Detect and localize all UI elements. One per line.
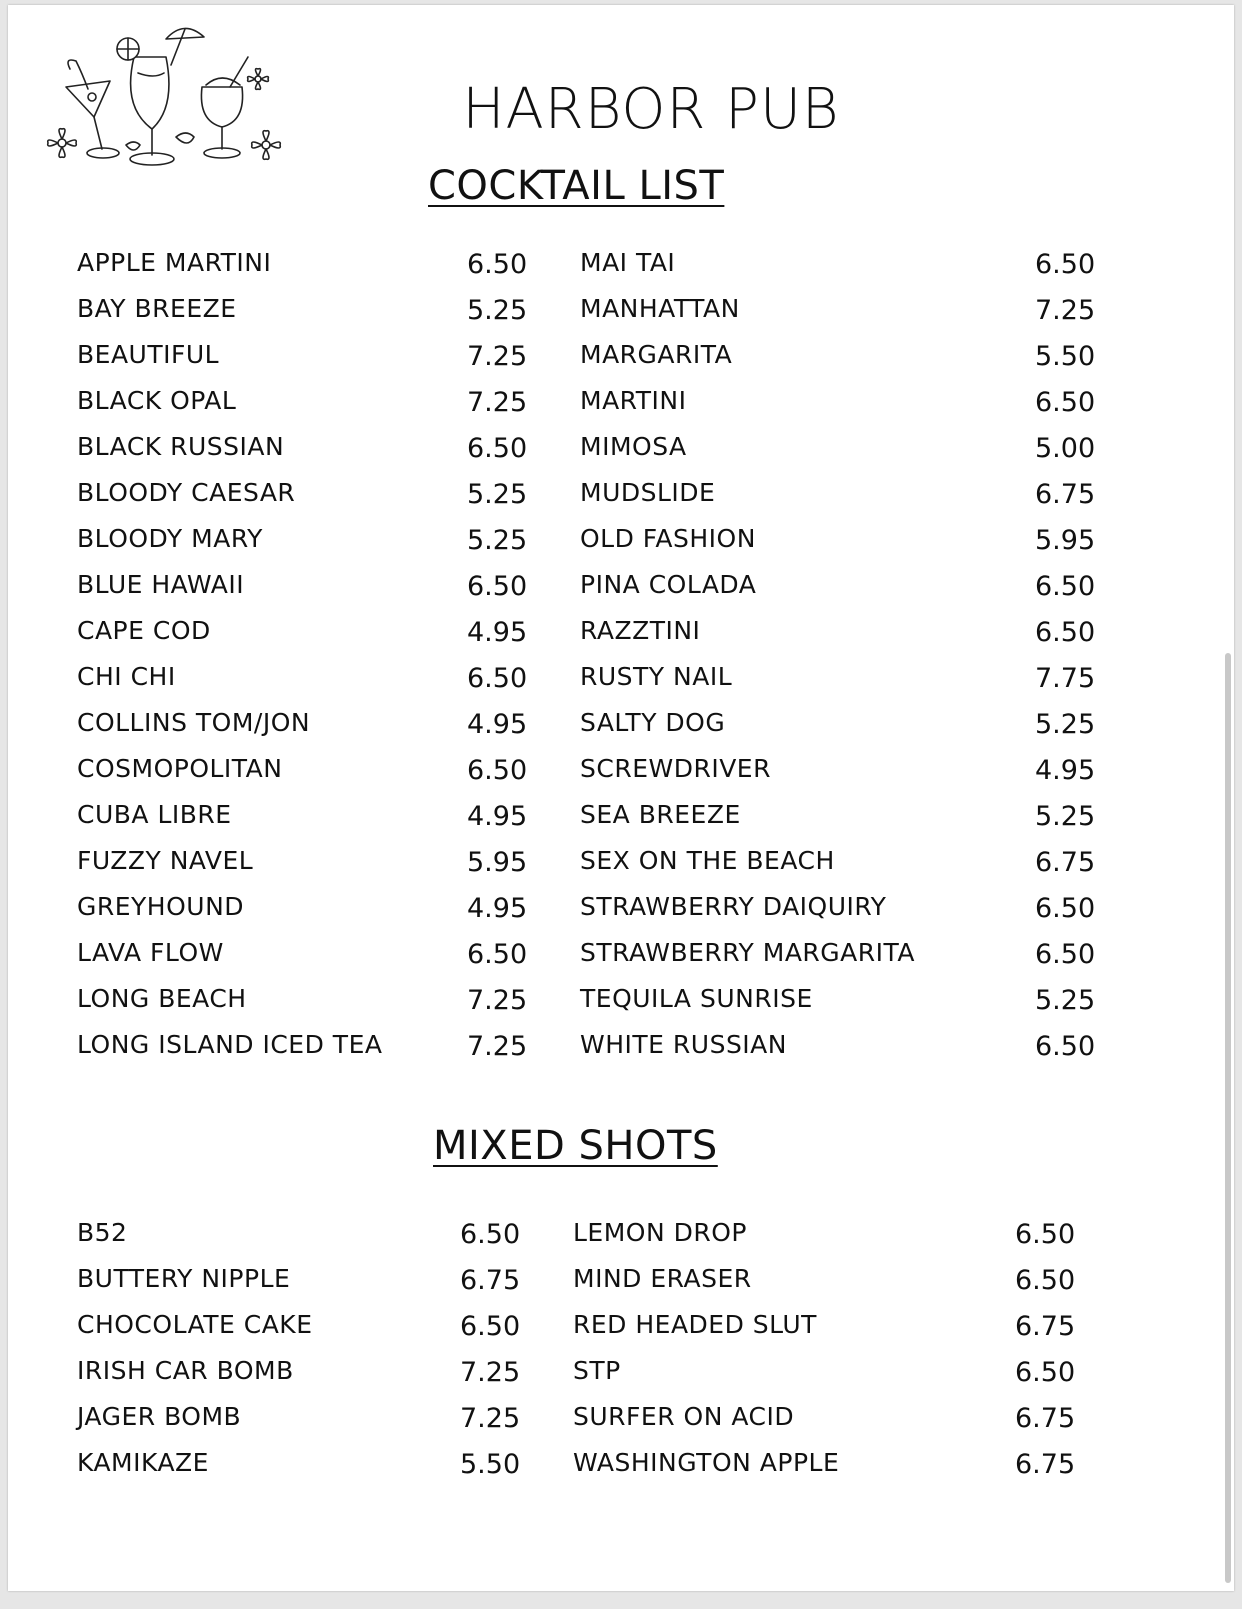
drink-price: 6.75 bbox=[1015, 1403, 1076, 1434]
drink-price: 7.25 bbox=[467, 341, 528, 372]
drink-price: 4.95 bbox=[467, 893, 528, 924]
drink-name: MIMOSA bbox=[580, 432, 687, 461]
drink-name: COSMOPOLITAN bbox=[77, 754, 283, 783]
menu-item bbox=[77, 884, 557, 930]
menu-item bbox=[77, 746, 557, 792]
drink-name: SCREWDRIVER bbox=[580, 754, 771, 783]
menu-item bbox=[77, 930, 557, 976]
menu-item bbox=[580, 378, 1140, 424]
drink-price: 6.50 bbox=[1035, 249, 1096, 280]
drink-name: LEMON DROP bbox=[573, 1218, 747, 1247]
menu-item bbox=[77, 286, 557, 332]
drink-name: IRISH CAR BOMB bbox=[77, 1356, 294, 1385]
shots-list-right bbox=[573, 1210, 1133, 1486]
drink-name: WASHINGTON APPLE bbox=[573, 1448, 840, 1477]
drink-name: LAVA FLOW bbox=[77, 938, 224, 967]
drink-name: BUTTERY NIPPLE bbox=[77, 1264, 291, 1293]
menu-item bbox=[77, 1210, 557, 1256]
menu-item bbox=[77, 240, 557, 286]
menu-item bbox=[580, 792, 1140, 838]
drink-name: FUZZY NAVEL bbox=[77, 846, 254, 875]
drink-name: LONG ISLAND ICED TEA bbox=[77, 1030, 383, 1059]
drink-name: BLOODY MARY bbox=[77, 524, 263, 553]
drink-price: 7.25 bbox=[467, 1031, 528, 1062]
menu-item bbox=[580, 654, 1140, 700]
drink-price: 4.95 bbox=[467, 801, 528, 832]
drink-name: OLD FASHION bbox=[580, 524, 756, 553]
menu-item bbox=[573, 1302, 1133, 1348]
shots-list-left bbox=[77, 1210, 557, 1486]
drink-price: 6.50 bbox=[1015, 1265, 1076, 1296]
drink-name: STRAWBERRY DAIQUIRY bbox=[580, 892, 887, 921]
drink-price: 6.75 bbox=[1035, 479, 1096, 510]
drink-name: BAY BREEZE bbox=[77, 294, 237, 323]
menu-page bbox=[8, 5, 1234, 1591]
menu-item bbox=[77, 654, 557, 700]
drink-price: 7.25 bbox=[460, 1357, 521, 1388]
menu-item bbox=[580, 608, 1140, 654]
drink-name: BLACK RUSSIAN bbox=[77, 432, 285, 461]
menu-item bbox=[580, 516, 1140, 562]
drink-price: 7.25 bbox=[1035, 295, 1096, 326]
drink-name: MIND ERASER bbox=[573, 1264, 752, 1293]
menu-item bbox=[580, 1022, 1140, 1068]
drink-price: 4.95 bbox=[467, 709, 528, 740]
menu-item bbox=[77, 608, 557, 654]
drink-price: 6.50 bbox=[467, 939, 528, 970]
drink-price: 6.50 bbox=[467, 249, 528, 280]
cocktail-list-right bbox=[580, 240, 1140, 1068]
drink-price: 5.25 bbox=[467, 295, 528, 326]
drink-name: COLLINS TOM/JON bbox=[77, 708, 311, 737]
menu-item bbox=[573, 1210, 1133, 1256]
menu-item bbox=[77, 332, 557, 378]
menu-item bbox=[580, 884, 1140, 930]
drink-name: SALTY DOG bbox=[580, 708, 726, 737]
vertical-scrollbar[interactable] bbox=[1225, 653, 1231, 1583]
drink-price: 6.50 bbox=[467, 663, 528, 694]
cocktail-list-heading: COCKTAIL LIST bbox=[428, 163, 725, 209]
menu-item bbox=[573, 1440, 1133, 1486]
menu-item bbox=[580, 332, 1140, 378]
drink-price: 6.75 bbox=[1035, 847, 1096, 878]
drink-name: JAGER BOMB bbox=[77, 1402, 242, 1431]
menu-item bbox=[77, 424, 557, 470]
drink-name: MARGARITA bbox=[580, 340, 733, 369]
menu-item bbox=[580, 240, 1140, 286]
drink-name: PINA COLADA bbox=[580, 570, 757, 599]
menu-item bbox=[573, 1348, 1133, 1394]
drink-price: 5.95 bbox=[467, 847, 528, 878]
drink-price: 6.50 bbox=[467, 433, 528, 464]
cocktail-list-left bbox=[77, 240, 557, 1068]
drink-price: 6.50 bbox=[460, 1219, 521, 1250]
drink-price: 5.25 bbox=[1035, 801, 1096, 832]
drink-name: SURFER ON ACID bbox=[573, 1402, 795, 1431]
drink-price: 6.50 bbox=[1015, 1219, 1076, 1250]
drink-price: 5.25 bbox=[1035, 985, 1096, 1016]
menu-item bbox=[77, 1394, 557, 1440]
drink-price: 6.50 bbox=[1035, 939, 1096, 970]
drink-price: 7.25 bbox=[467, 387, 528, 418]
drink-name: APPLE MARTINI bbox=[77, 248, 272, 277]
menu-item bbox=[77, 838, 557, 884]
drink-name: RED HEADED SLUT bbox=[573, 1310, 817, 1339]
menu-item bbox=[573, 1256, 1133, 1302]
drink-name: MUDSLIDE bbox=[580, 478, 716, 507]
menu-item bbox=[77, 516, 557, 562]
pub-title: HARBOR PUB bbox=[462, 77, 840, 142]
drink-price: 5.25 bbox=[1035, 709, 1096, 740]
drink-price: 5.00 bbox=[1035, 433, 1096, 464]
menu-item bbox=[77, 700, 557, 746]
menu-item bbox=[580, 470, 1140, 516]
drink-price: 5.25 bbox=[467, 479, 528, 510]
menu-item bbox=[580, 976, 1140, 1022]
drink-name: RUSTY NAIL bbox=[580, 662, 733, 691]
menu-item bbox=[580, 838, 1140, 884]
menu-item bbox=[580, 700, 1140, 746]
drink-price: 5.50 bbox=[460, 1449, 521, 1480]
menu-item bbox=[77, 378, 557, 424]
drink-price: 6.75 bbox=[460, 1265, 521, 1296]
menu-item bbox=[580, 930, 1140, 976]
drink-name: STRAWBERRY MARGARITA bbox=[580, 938, 915, 967]
drink-name: WHITE RUSSIAN bbox=[580, 1030, 787, 1059]
drink-price: 6.50 bbox=[1035, 1031, 1096, 1062]
menu-item bbox=[580, 746, 1140, 792]
drink-name: BLACK OPAL bbox=[77, 386, 237, 415]
menu-item bbox=[77, 1256, 557, 1302]
drink-price: 4.95 bbox=[467, 617, 528, 648]
drink-name: BLOODY CAESAR bbox=[77, 478, 296, 507]
drink-name: MANHATTAN bbox=[580, 294, 740, 323]
drink-price: 6.50 bbox=[1015, 1357, 1076, 1388]
drink-price: 6.75 bbox=[1015, 1311, 1076, 1342]
menu-item bbox=[580, 424, 1140, 470]
drink-name: SEX ON THE BEACH bbox=[580, 846, 835, 875]
drink-name: GREYHOUND bbox=[77, 892, 245, 921]
menu-item bbox=[77, 1348, 557, 1394]
drink-price: 7.25 bbox=[467, 985, 528, 1016]
drink-name: RAZZTINI bbox=[580, 616, 701, 645]
drink-price: 4.95 bbox=[1035, 755, 1096, 786]
menu-item bbox=[77, 470, 557, 516]
drink-name: TEQUILA SUNRISE bbox=[580, 984, 813, 1013]
drink-name: BLUE HAWAII bbox=[77, 570, 245, 599]
drink-name: CHOCOLATE CAKE bbox=[77, 1310, 313, 1339]
drink-price: 6.50 bbox=[1035, 387, 1096, 418]
drink-price: 5.95 bbox=[1035, 525, 1096, 556]
drink-name: B52 bbox=[77, 1218, 128, 1247]
drink-name: CUBA LIBRE bbox=[77, 800, 232, 829]
menu-item bbox=[580, 562, 1140, 608]
drink-price: 6.50 bbox=[1035, 893, 1096, 924]
drink-name: MAI TAI bbox=[580, 248, 676, 277]
drink-price: 6.50 bbox=[467, 755, 528, 786]
menu-item bbox=[77, 1302, 557, 1348]
menu-item bbox=[573, 1394, 1133, 1440]
menu-item bbox=[77, 792, 557, 838]
drink-price: 7.25 bbox=[460, 1403, 521, 1434]
drink-name: KAMIKAZE bbox=[77, 1448, 209, 1477]
drink-name: MARTINI bbox=[580, 386, 687, 415]
drink-price: 5.25 bbox=[467, 525, 528, 556]
drink-name: STP bbox=[573, 1356, 621, 1385]
drink-price: 6.50 bbox=[460, 1311, 521, 1342]
menu-item bbox=[77, 1022, 557, 1068]
drink-price: 6.75 bbox=[1015, 1449, 1076, 1480]
drink-price: 6.50 bbox=[1035, 571, 1096, 602]
drink-price: 6.50 bbox=[467, 571, 528, 602]
drink-name: SEA BREEZE bbox=[580, 800, 741, 829]
drink-name: LONG BEACH bbox=[77, 984, 247, 1013]
drink-name: BEAUTIFUL bbox=[77, 340, 220, 369]
drink-price: 5.50 bbox=[1035, 341, 1096, 372]
menu-item bbox=[77, 562, 557, 608]
menu-item bbox=[580, 286, 1140, 332]
drink-name: CHI CHI bbox=[77, 662, 176, 691]
menu-item bbox=[77, 1440, 557, 1486]
drink-price: 7.75 bbox=[1035, 663, 1096, 694]
menu-item bbox=[77, 976, 557, 1022]
drink-name: CAPE COD bbox=[77, 616, 211, 645]
drink-price: 6.50 bbox=[1035, 617, 1096, 648]
mixed-shots-heading: MIXED SHOTS bbox=[433, 1123, 718, 1169]
